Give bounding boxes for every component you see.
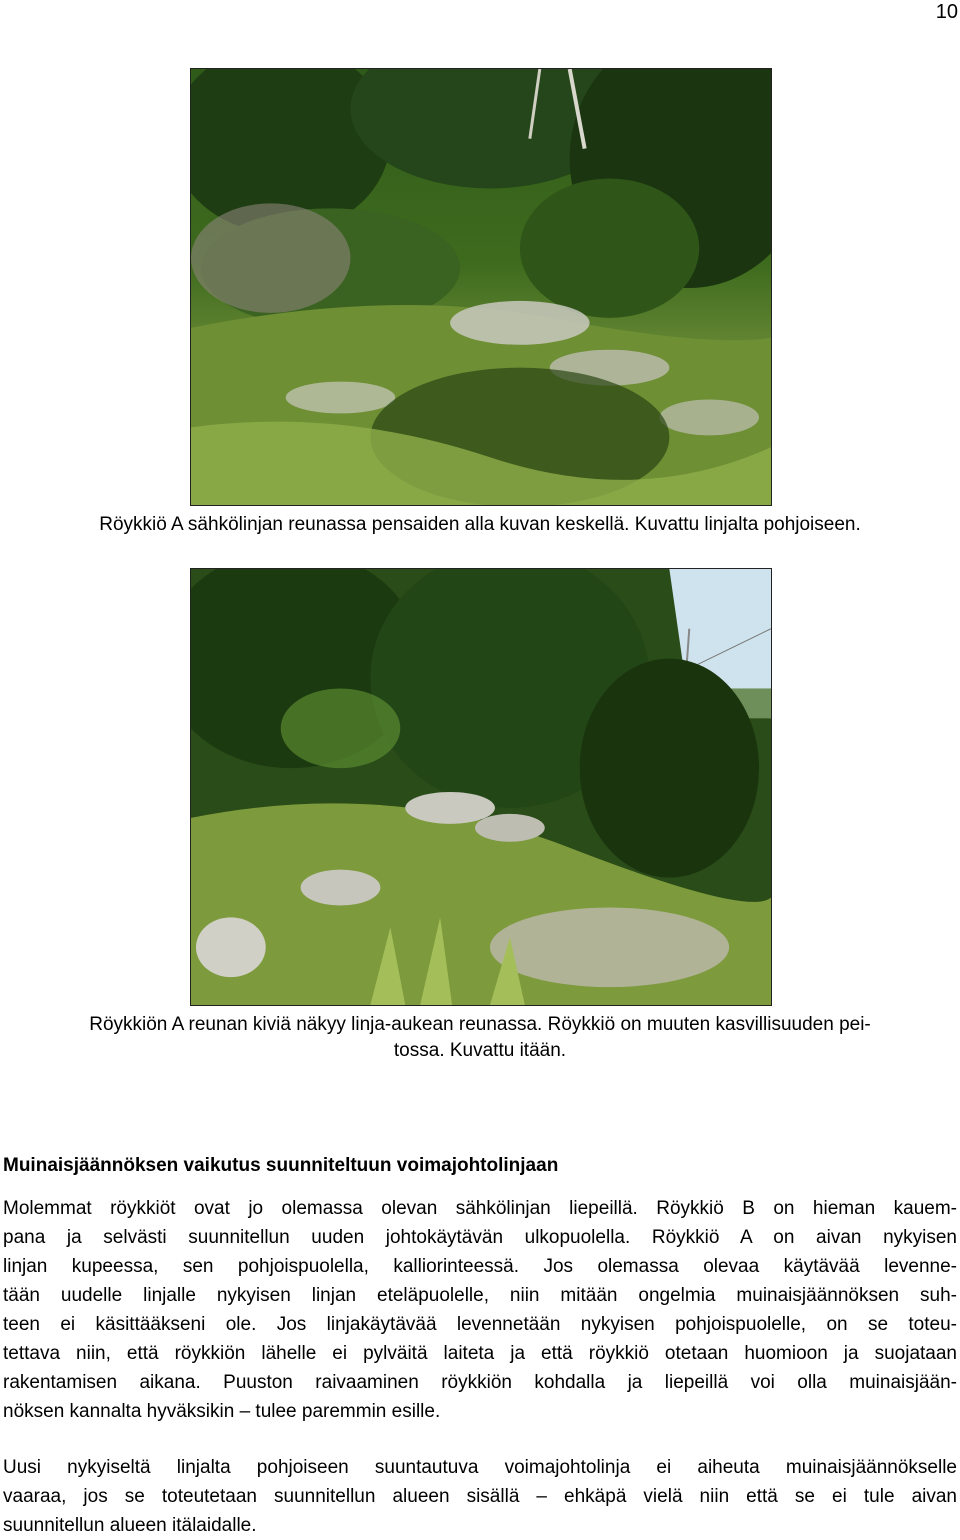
photo-cairn-a-north <box>190 68 772 506</box>
forest-photo-image <box>191 69 771 505</box>
paragraph-line: Molemmat röykkiöt ovat jo olemassa olevan sähkölinjan liepeillä. Röykkiö B on hieman kauem- <box>3 1198 957 1219</box>
photo-cairn-a-east <box>190 568 772 1006</box>
paragraph-line: pana ja selvästi suunnitellun uuden johtokäytävän ulkopuolella. Röykkiö A on aivan nykyisen <box>3 1227 957 1248</box>
photo2-caption-line: tossa. Kuvattu itään. <box>393 1040 567 1061</box>
paragraph-line: rakentamisen aikana. Puuston raivaaminen röykkiön kohdalla ja liepeillä voi olla muinaisjään- <box>3 1372 957 1393</box>
photo1-caption: Röykkiö A sähkölinjan reunassa pensaiden alla kuvan keskellä. Kuvattu linjalta pohjoiseen. <box>99 514 861 535</box>
new-line-paragraph <box>3 1453 957 1540</box>
paragraph-line: tään uudelle linjalle nykyisen linjan eteläpuolelle, niin mitään ongelmia muinaisjäännöksen suh- <box>3 1285 957 1306</box>
paragraph-line: Uusi nykyiseltä linjalta pohjoiseen suuntautuva voimajohtolinja ei aiheuta muinaisjäännökselle <box>3 1457 957 1478</box>
photo2-caption <box>0 1012 960 1064</box>
photo2-caption-line: Röykkiön A reunan kiviä näkyy linja-aukean reunassa. Röykkiö on muuten kasvillisuuden pei- <box>89 1014 871 1035</box>
impact-paragraph <box>3 1194 957 1426</box>
paragraph-line: suunnitellun alueen itälaidalle. <box>3 1515 257 1536</box>
paragraph-line: vaaraa, jos se toteutetaan suunnitellun alueen sisällä – ehkäpä vielä niin että se ei tule aivan <box>3 1486 957 1507</box>
paragraph-line: tettava niin, että röykkiön lähelle ei pylväitä laiteta ja että röykkiö otetaan huomioon ja suojataan <box>3 1343 957 1364</box>
paragraph-line: teen ei käsittääkseni ole. Jos linjakäytävää levennetään nykyisen pohjoispuolelle, on se toteu- <box>3 1314 957 1335</box>
paragraph-line: linjan kupeessa, sen pohjoispuolella, kalliorinteessä. Jos olemassa olevaa käytävää levenne- <box>3 1256 957 1277</box>
page-number: 10 <box>935 1 958 23</box>
paragraph-line: nöksen kannalta hyväksikin – tulee paremmin esille. <box>3 1401 441 1422</box>
section-heading: Muinaisjäännöksen vaikutus suunniteltuun voimajohtolinjaan <box>3 1155 559 1176</box>
rocks-photo-image <box>191 569 771 1005</box>
